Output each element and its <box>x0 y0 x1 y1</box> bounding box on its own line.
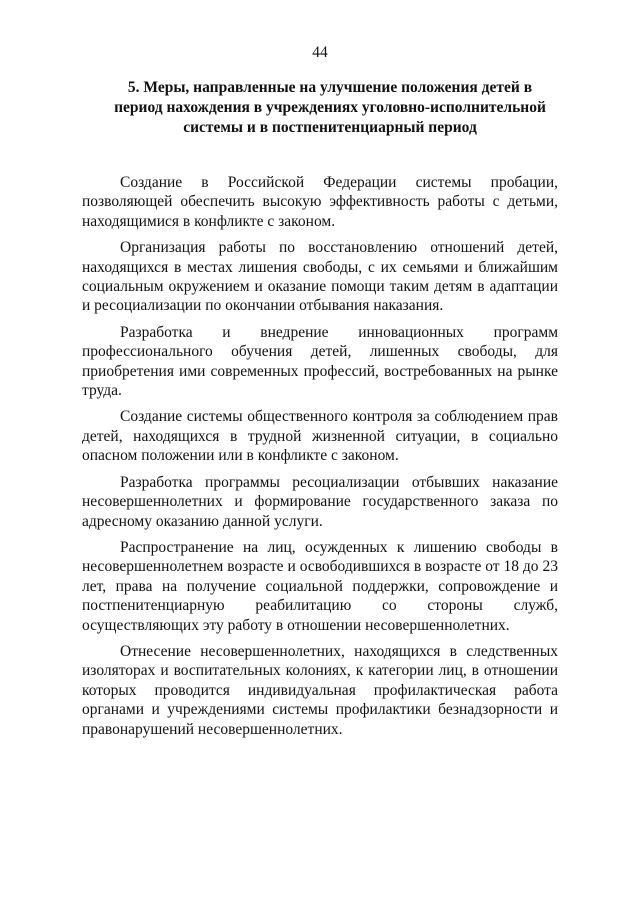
page-number: 44 <box>312 44 328 61</box>
paragraph-resocialization-program: Разработка программы ресоциализации отбывших наказание несовершеннолетних и формирование государственного заказа по адресному оказанию данной услуги. <box>82 473 558 530</box>
paragraph-vocational-training: Разработка и внедрение инновационных программ профессионального обучения детей, лишенных свободы, для приобретения ими современных профессий, востребованных на рынке труда. <box>82 323 558 400</box>
section-heading: 5. Меры, направленные на улучшение положения детей в период нахождения в учреждениях уголовно-исполнительной системы и в постпенитенциарный период <box>114 79 546 136</box>
paragraph-preventive-work: Отнесение несовершеннолетних, находящихся в следственных изоляторах и воспитательных колониях, к категории лиц, в отношении которых проводится индивидуальная профилактическая работа органами и учреждениями системы профилактики безнадзорности и правонарушений несовершеннолетних. <box>82 642 558 738</box>
paragraph-public-control: Создание системы общественного контроля за соблюдением прав детей, находящихся в трудной жизненной ситуации, в социально опасном положении или в конфликте с законом. <box>82 408 558 465</box>
paragraph-social-support: Распространение на лиц, осужденных к лишению свободы в несовершеннолетнем возрасте и освободившихся в возрасте от 18 до 23 лет, права на получение социальной поддержки, сопровождение и постпенитенциарную реабилитацию со стороны служб, осуществляющих эту работу в отношении несовершеннолетних. <box>82 538 558 634</box>
paragraph-probation: Создание в Российской Федерации системы пробации, позволяющей обеспечить высокую эффективность работы с детьми, находящимися в конфликте с законом. <box>82 174 558 230</box>
section-body <box>82 173 558 746</box>
paragraph-family-relations: Организация работы по восстановлению отношений детей, находящихся в местах лишения свободы, с их семьями и ближайшим социальным окружением и оказание помощи таким детям в адаптации и ресоциализации по окончании отбывания наказания. <box>82 239 558 315</box>
